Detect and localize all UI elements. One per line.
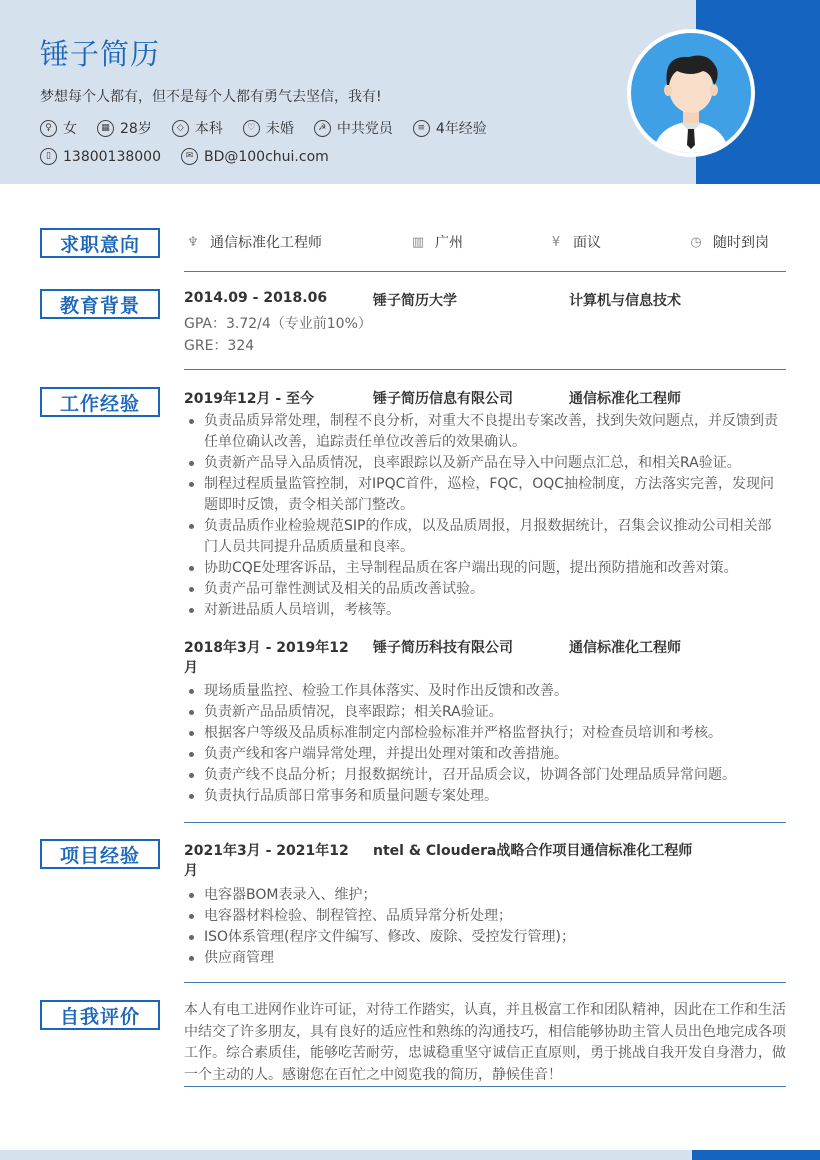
experience-icon: ≡	[413, 120, 430, 137]
list-item: 负责品质异常处理，制程不良分析，对重大不良提出专案改善，找到失效问题点，并反馈到责任单位确认改善，追踪责任单位改善后的效果确认。	[184, 411, 784, 453]
email-icon: ✉	[181, 148, 198, 165]
job-period: 2019年12月 - 至今	[184, 391, 315, 407]
section-label-intent: 求职意向	[40, 228, 160, 258]
divider	[184, 271, 786, 272]
job-title: 通信标准化工程师	[569, 391, 681, 407]
education-row	[184, 290, 786, 310]
info-phone: ▯ 13800138000	[40, 148, 161, 165]
info-gender: ♀ 女	[40, 118, 77, 138]
job-duties-list	[184, 681, 784, 807]
list-item: ISO体系管理(程序文件编写、修改、废除、受控发行管理)；	[184, 927, 784, 948]
phone-icon: ▯	[40, 148, 57, 165]
list-item: 电容器BOM表录入、维护；	[184, 885, 784, 906]
education-school: 锤子简历大学	[373, 293, 457, 309]
info-marital: ♡ 未婚	[243, 118, 294, 138]
job-company: 锤子简历信息有限公司	[373, 391, 513, 407]
section-label-education: 教育背景	[40, 289, 160, 319]
avatar-illustration	[631, 33, 751, 153]
list-item: 负责产线不良品分析；月报数据统计，召开品质会议，协调各部门处理品质异常问题。	[184, 765, 784, 786]
list-item: 协助CQE处理客诉品，主导制程品质在客户端出现的问题，提出预防措施和改善对策。	[184, 558, 784, 579]
divider	[184, 369, 786, 370]
tie-icon: ♆	[187, 234, 199, 250]
party-icon: ☭	[314, 120, 331, 137]
list-item: 负责产线和客户端异常处理，并提出处理对策和改善措施。	[184, 744, 784, 765]
education-gpa: GPA：3.72/4（专业前10%）	[184, 316, 372, 332]
list-item: 负责新产品品质情况，良率跟踪；相关RA验证。	[184, 702, 784, 723]
list-item: 负责执行品质部日常事务和质量问题专案处理。	[184, 786, 784, 807]
contact-info-row	[40, 148, 349, 165]
resume-name: 锤子简历	[40, 37, 161, 71]
intent-availability: ◷ 随时到岗	[687, 232, 769, 252]
list-item: 负责产品可靠性测试及相关的品质改善试验。	[184, 579, 784, 600]
list-item: 负责新产品导入品质情况，良率跟踪以及新产品在导入中问题点汇总，和相关RA验证。	[184, 453, 784, 474]
info-age: ▦ 28岁	[97, 118, 152, 138]
marital-icon: ♡	[243, 120, 260, 137]
info-degree: ◇ 本科	[172, 118, 223, 138]
degree-icon: ◇	[172, 120, 189, 137]
building-icon: ▥	[411, 234, 425, 250]
project-row	[184, 840, 786, 880]
intent-salary: ¥ 面议	[547, 232, 687, 252]
list-item: 制程过程质量监管控制，对IPQC首件，巡检，FQC，OQC抽检制度，方法落实完善，发现问题即时反馈，责令相关部门整改。	[184, 474, 784, 516]
job-title: 通信标准化工程师	[569, 640, 681, 656]
project-name: ntel & Cloudera战略合作项目通信标准化工程师	[373, 843, 693, 859]
personal-info-row	[40, 118, 507, 138]
intent-position: ♆ 通信标准化工程师	[184, 232, 409, 252]
avatar	[627, 29, 755, 157]
list-item: 供应商管理	[184, 948, 784, 969]
list-item: 负责品质作业检验规范SIP的作成，以及品质周报，月报数据统计，召集会议推动公司相关部门人员共同提升品质质量和良率。	[184, 516, 784, 558]
divider	[184, 982, 786, 983]
education-period: 2014.09 - 2018.06	[184, 290, 328, 306]
project-duties-list	[184, 885, 784, 969]
education-gre: GRE：324	[184, 338, 255, 354]
footer-accent-bar	[692, 1150, 820, 1160]
list-item: 电容器材料检验、制程管控、品质异常分析处理；	[184, 906, 784, 927]
self-evaluation-text: 本人有电工进网作业许可证，对待工作踏实，认真，并且极富工作和团队精神，因此在工作和生活中结交了许多朋友，具有良好的适应性和熟练的沟通技巧，相信能够协助主管人员出色地完成各项工作。综合素质佳，能够吃苦耐劳，忠诚稳重坚守诚信正直原则，勇于挑战自我开发自身潜力，做一个主动的人。感谢您在百忙之中阅览我的简历，静候佳音！	[184, 1002, 786, 1083]
job-intent-row	[184, 232, 786, 252]
yen-icon: ¥	[551, 234, 561, 250]
motto: 梦想每个人都有，但不是每个人都有勇气去坚信，我有!	[40, 89, 382, 105]
section-label-self-eval: 自我评价	[40, 1000, 160, 1030]
job-duties-list	[184, 411, 784, 621]
section-label-project: 项目经验	[40, 839, 160, 869]
gender-icon: ♀	[40, 120, 57, 137]
age-icon: ▦	[97, 120, 114, 137]
job-period: 2018年3月 - 2019年12 月	[184, 640, 349, 676]
section-label-work: 工作经验	[40, 387, 160, 417]
job-company: 锤子简历科技有限公司	[373, 640, 513, 656]
job-row	[184, 637, 786, 677]
person-icon	[631, 33, 751, 153]
education-major: 计算机与信息技术	[569, 293, 681, 309]
list-item: 对新进品质人员培训，考核等。	[184, 600, 784, 621]
info-experience: ≡ 4年经验	[413, 118, 487, 138]
project-period: 2021年3月 - 2021年12 月	[184, 843, 349, 879]
info-email: ✉ BD@100chui.com	[181, 148, 329, 165]
job-row	[184, 388, 786, 408]
info-party: ☭ 中共党员	[314, 118, 393, 138]
divider	[184, 1086, 786, 1087]
list-item: 根据客户等级及品质标准制定内部检验标准并严格监督执行；对检查员培训和考核。	[184, 723, 784, 744]
divider	[184, 822, 786, 823]
list-item: 现场质量监控、检验工作具体落实、及时作出反馈和改善。	[184, 681, 784, 702]
intent-city: ▥ 广州	[409, 232, 547, 252]
clock-icon: ◷	[690, 234, 702, 250]
